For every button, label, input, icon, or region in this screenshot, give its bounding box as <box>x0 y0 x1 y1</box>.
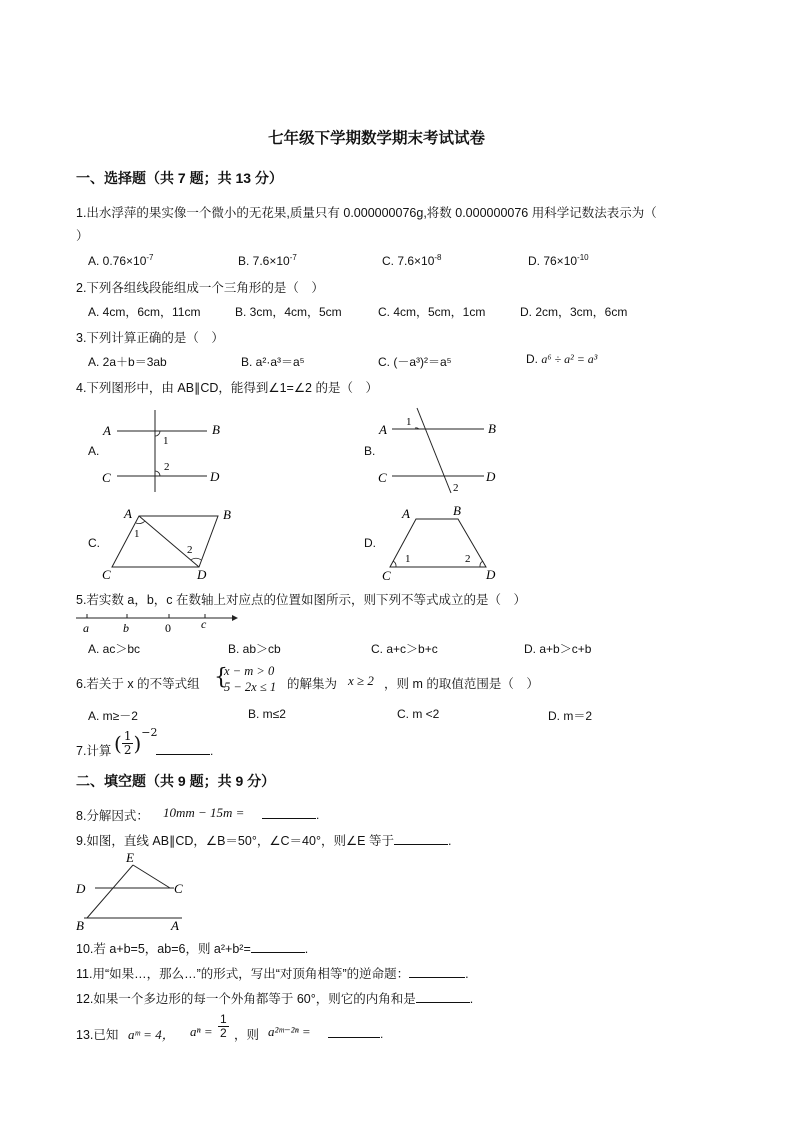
fig4a-label-d: D <box>210 469 220 484</box>
question-13-text-pre: 13.已知 <box>76 1028 119 1042</box>
question-5-option-d[interactable]: D. a+b＞c+b <box>524 642 592 656</box>
fig4a-label-a: A <box>103 423 111 438</box>
fig4b-label-d: D <box>486 469 496 484</box>
figure-4c <box>98 503 248 583</box>
question-2-text: 2.下列各组线段能组成一个三角形的是（ ） <box>76 281 324 295</box>
question-1-text: 1.出水浮萍的果实像一个微小的无花果,质量只有 0.000000076g,将数 0.000000076 用科学记数法表示为（ <box>76 206 657 220</box>
fig4c-label-d: D <box>197 567 207 582</box>
fig9-label-e: E <box>126 850 134 865</box>
number-line <box>72 608 242 636</box>
question-13-fraction: $\frac{1}{2}$ <box>220 1012 227 1040</box>
question-2-option-d[interactable]: D. 2cm，3cm，6cm <box>520 305 628 319</box>
fig4a-label-c: C <box>102 470 111 485</box>
number-line-label-a: a <box>83 621 89 635</box>
question-7-expression: ( $\frac{1}{2}$ )$^{-2}$ <box>114 726 158 757</box>
fig4d-label-b: B <box>453 503 461 518</box>
question-4-option-c[interactable]: C. <box>88 536 100 550</box>
fig4d-label-1: 1 <box>405 553 411 565</box>
question-1-option-b[interactable]: B. $7.6\times 10^{-7}$ <box>238 253 297 268</box>
fig9-label-c: C <box>174 881 183 896</box>
fig4a-label-b: B <box>212 422 220 437</box>
page-title: 七年级下学期数学期末考试试卷 <box>268 128 486 147</box>
question-4-text: 4.下列图形中，由 AB∥CD，能得到∠1=∠2 的是（ ） <box>76 381 378 395</box>
section-heading-choice: 一、选择题（共 7 题；共 13 分） <box>76 170 283 186</box>
fig4a-label-1: 1 <box>163 435 169 447</box>
fig4c-label-c: C <box>102 567 111 582</box>
fig4c-label-b: B <box>223 507 231 522</box>
figure-9 <box>70 847 200 937</box>
question-4-option-d[interactable]: D. <box>364 536 376 550</box>
question-6-option-d[interactable]: D. m＝2 <box>548 709 593 723</box>
question-4-option-b[interactable]: B. <box>364 444 376 458</box>
inequality-system <box>224 663 276 695</box>
question-1-option-d[interactable]: D. $76\times 10^{-10}$ <box>528 253 589 268</box>
question-1-text-cont: ） <box>76 229 89 243</box>
question-13-expr-3: a²ᵐ⁻²ⁿ = <box>268 1024 311 1039</box>
question-5-option-c[interactable]: C. a+c＞b+c <box>371 642 438 656</box>
question-6-option-c[interactable]: C. m <2 <box>397 707 440 721</box>
question-12-text: 12.如果一个多边形的每一个外角都等于 60°，则它的内角和是 . <box>76 992 474 1006</box>
question-3-option-d[interactable]: D. a⁶ ÷ a² = a³ <box>526 352 598 366</box>
fig4b-label-2: 2 <box>453 482 459 494</box>
question-3-text: 3.下列计算正确的是（ ） <box>76 331 224 345</box>
number-line-label-c: c <box>201 617 207 631</box>
question-8-answer-blank[interactable]: . <box>262 806 319 822</box>
fig4c-label-a: A <box>124 506 132 521</box>
inequality-1: x − m > 0 <box>224 664 275 678</box>
brace-icon: { <box>214 665 228 690</box>
question-1-option-a[interactable]: A. $0.76\times 10^{-7}$ <box>88 253 154 268</box>
question-3-option-c[interactable]: C. (－a³)²＝a⁵ <box>378 355 452 369</box>
question-9-text: 9.如图，直线 AB∥CD，∠B＝50°，∠C＝40°，则∠E 等于 . <box>76 834 452 848</box>
fig4b-label-1: 1 <box>406 416 412 428</box>
fig4b-label-c: C <box>378 470 387 485</box>
question-6-solution: x ≥ 2 <box>348 673 374 688</box>
question-2-option-b[interactable]: B. 3cm，4cm，5cm <box>235 305 342 319</box>
question-10-text: 10.若 a+b=5，ab=6，则 a²+b²= . <box>76 942 309 956</box>
question-6-text-post: ，则 m 的取值范围是（ ） <box>384 677 539 691</box>
question-13-expr-2: aⁿ = <box>190 1024 213 1039</box>
fig9-label-d: D <box>76 881 86 896</box>
question-13-expr-1: aᵐ = 4， <box>128 1027 175 1042</box>
question-7-answer-blank[interactable]: . <box>156 742 213 758</box>
figure-4a <box>95 405 235 495</box>
section-heading-fill: 二、填空题（共 9 题；共 9 分） <box>76 773 276 789</box>
question-5-text: 5.若实数 a，b，c 在数轴上对应点的位置如图所示，则下列不等式成立的是（ ） <box>76 593 527 607</box>
question-8-expression: 10mm − 15m = <box>163 805 245 820</box>
fig4b-label-a: A <box>379 422 387 437</box>
fig4c-label-2: 2 <box>187 544 193 556</box>
question-2-option-c[interactable]: C. 4cm，5cm，1cm <box>378 305 486 319</box>
question-2-option-a[interactable]: A. 4cm，6cm，11cm <box>88 305 201 319</box>
question-4-option-a[interactable]: A. <box>88 444 100 458</box>
question-1-option-c[interactable]: C. $7.6\times 10^{-8}$ <box>382 253 442 268</box>
fig4a-label-2: 2 <box>164 461 170 473</box>
question-11-text: 11.用“如果…，那么…”的形式，写出“对顶角相等”的逆命题： . <box>76 967 469 981</box>
fig4d-label-a: A <box>402 506 410 521</box>
number-line-label-0: 0 <box>165 621 171 635</box>
fig9-label-a: A <box>171 918 179 933</box>
question-3-option-a[interactable]: A. 2a＋b＝3ab <box>88 355 167 369</box>
fig9-label-b: B <box>76 918 84 933</box>
question-3-option-b[interactable]: B. a²·a³＝a⁵ <box>241 355 305 369</box>
figure-4b <box>372 405 512 497</box>
number-line-label-b: b <box>123 621 129 635</box>
question-13-answer-blank[interactable]: . <box>328 1025 383 1041</box>
fig4c-label-1: 1 <box>134 528 140 540</box>
inequality-2: 5 − 2x ≤ 1 <box>224 680 277 694</box>
figure-4d <box>376 503 506 583</box>
question-8-text: 8.分解因式： <box>76 809 149 823</box>
fig4d-label-2: 2 <box>465 553 471 565</box>
question-6-text-pre: 6.若关于 x 的不等式组 <box>76 677 200 691</box>
fig4d-label-d: D <box>486 567 496 582</box>
question-7-text-pre: 7.计算 <box>76 744 112 758</box>
question-5-option-b[interactable]: B. ab＞cb <box>228 642 281 656</box>
question-6-text-mid: 的解集为 <box>287 677 338 691</box>
question-6-option-a[interactable]: A. m≥－2 <box>88 709 138 723</box>
question-13-text-mid: ，则 <box>234 1028 260 1042</box>
fig4b-label-b: B <box>488 421 496 436</box>
question-6-option-b[interactable]: B. m≤2 <box>248 707 286 721</box>
fig4d-label-c: C <box>382 568 391 583</box>
question-5-option-a[interactable]: A. ac＞bc <box>88 642 141 656</box>
